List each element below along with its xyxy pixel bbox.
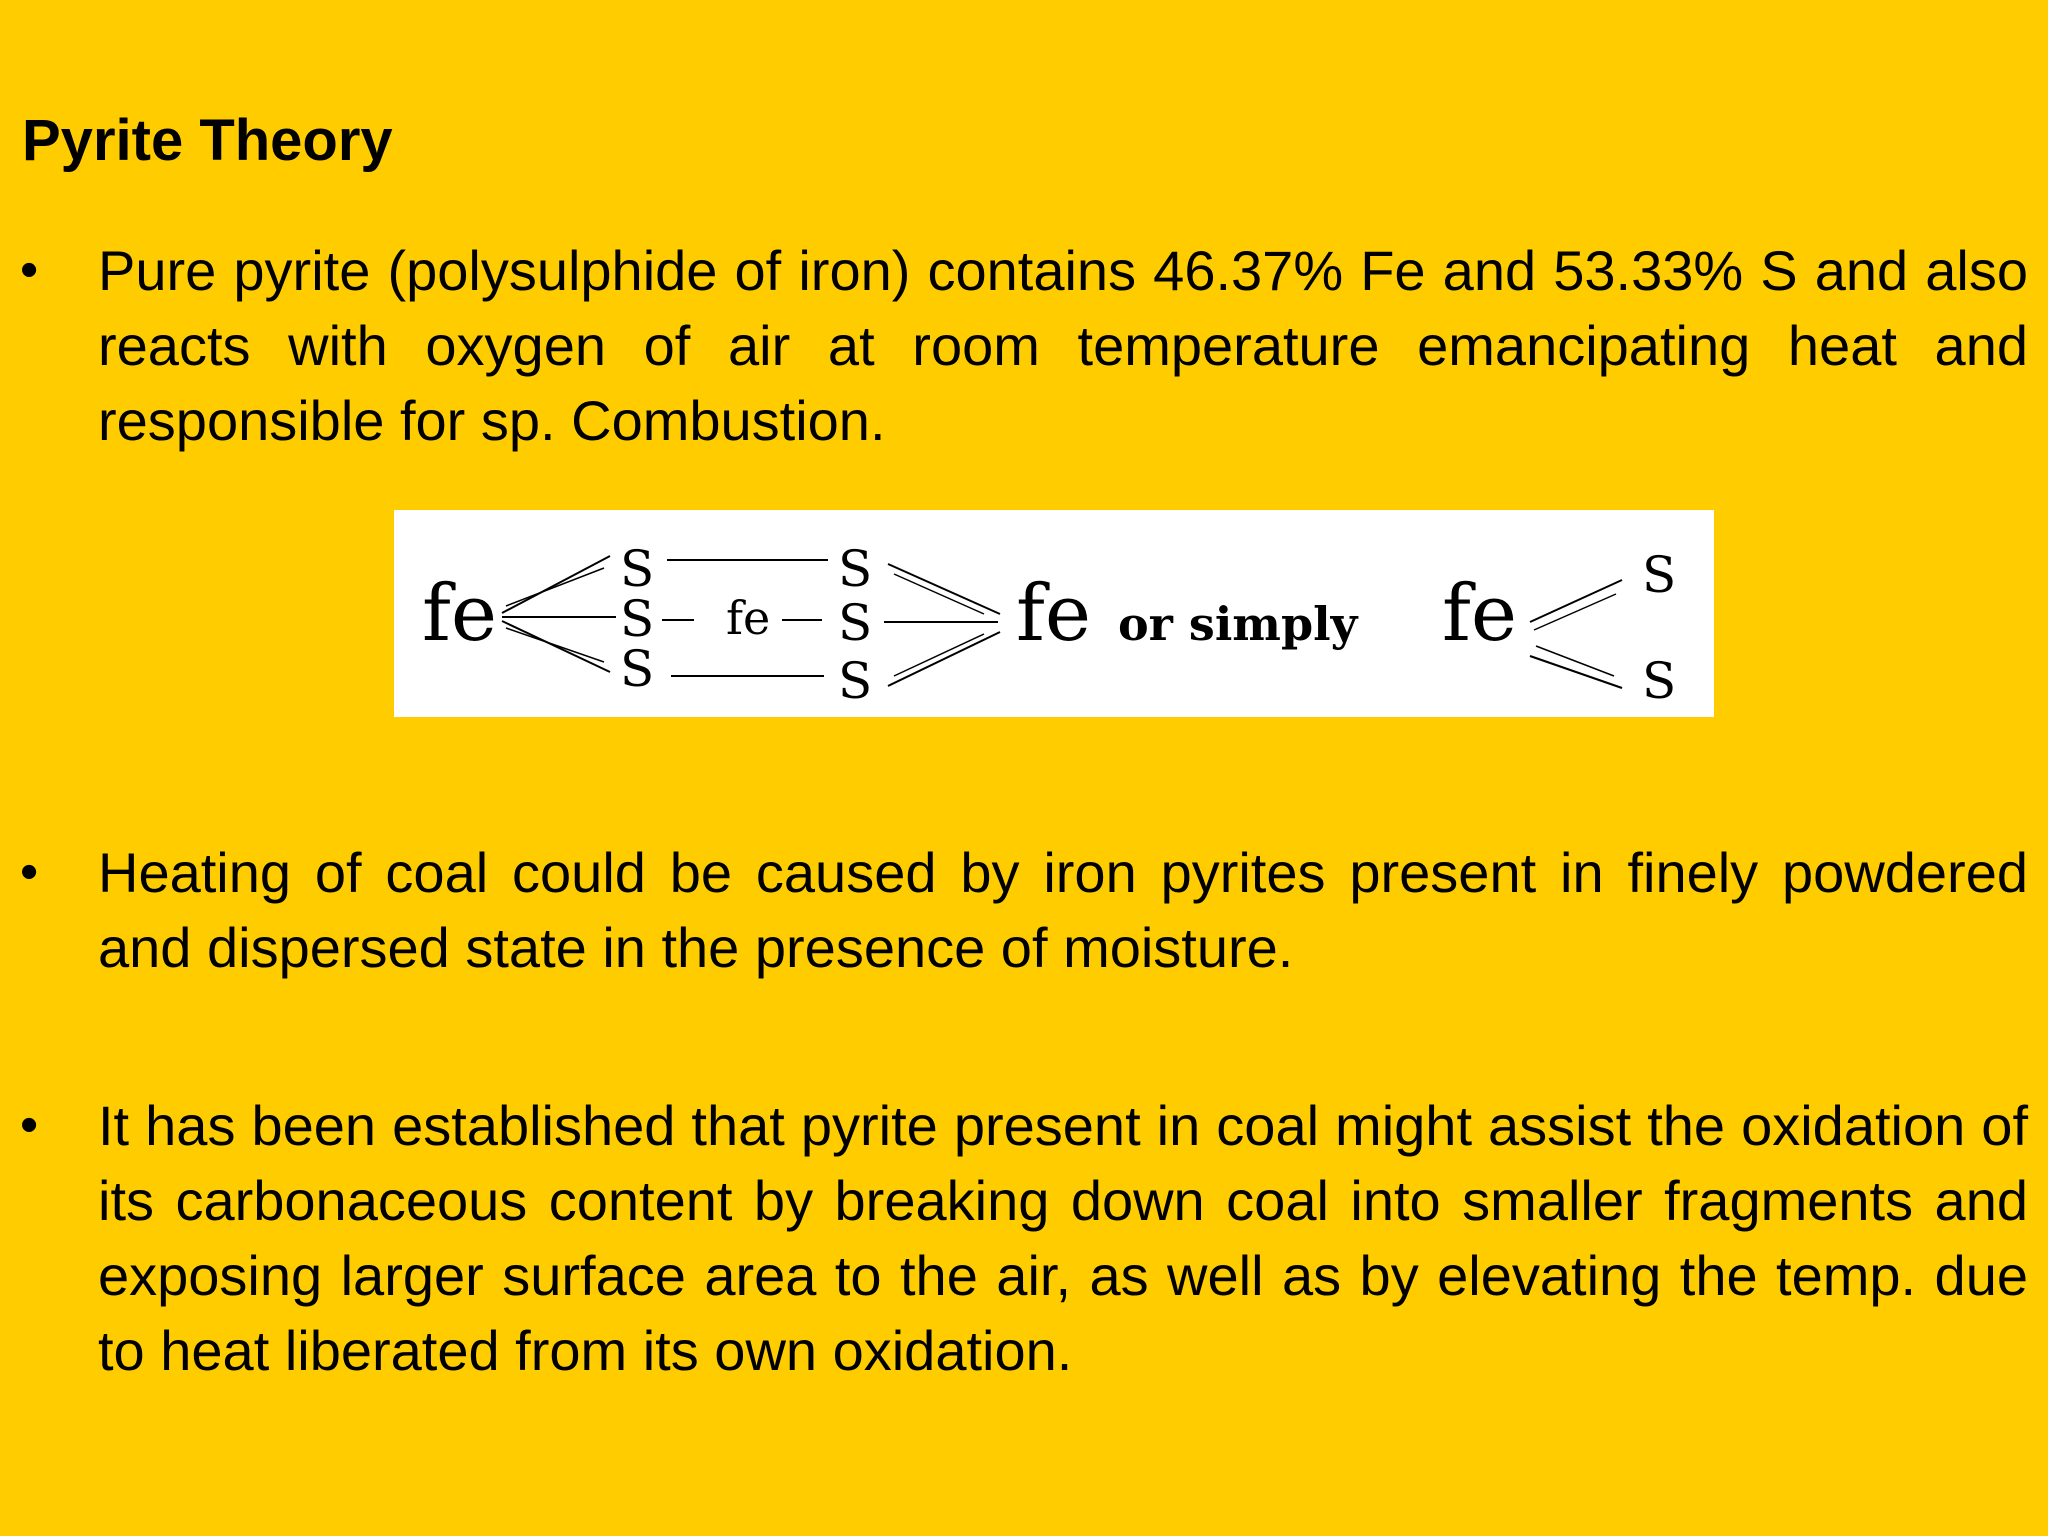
bullet-glyph: • — [20, 1096, 39, 1154]
bullet-item — [20, 233, 2028, 458]
bond-line — [1530, 580, 1622, 622]
formula-fe-center: fe — [726, 591, 771, 645]
formula-fe-right: fe — [1016, 569, 1092, 659]
formula-diagram — [394, 510, 1714, 717]
bond-line — [894, 634, 984, 676]
formula-s-right-bottom: S — [838, 652, 873, 710]
formula-s-simple-top: S — [1642, 546, 1677, 604]
bullet-item — [20, 1088, 2028, 1388]
formula-fe-simple: fe — [1442, 569, 1518, 659]
bullet-text: Pure pyrite (polysulphide of iron) contains 46.37% Fe and 53.33% S and also reacts with oxygen of air at room temperature emancipating heat and responsible for sp. Combustion. — [98, 239, 2028, 452]
bond-line — [888, 564, 1000, 614]
formula-s-simple-bottom: S — [1642, 652, 1677, 710]
bullet-glyph: • — [20, 241, 39, 299]
formula-s-right-mid: S — [838, 594, 873, 652]
bullet-glyph: • — [20, 843, 39, 901]
formula-s-left-mid: S — [620, 590, 655, 648]
bullet-item — [20, 835, 2028, 985]
bond-line — [894, 574, 984, 614]
pyrite-structure-formula — [394, 510, 1714, 717]
formula-fe-left: fe — [422, 569, 498, 659]
bullet-text: It has been established that pyrite present in coal might assist the oxidation of its carbonaceous content by breaking down coal into smaller fragments and exposing larger surface area to the air, as well as by elevating the temp. due to heat liberated from its own oxidation. — [98, 1094, 2028, 1382]
bond-line — [1534, 594, 1616, 630]
slide-title: Pyrite Theory — [22, 108, 393, 173]
bond-line — [506, 568, 604, 606]
formula-s-right-top: S — [838, 540, 873, 598]
bond-line — [506, 628, 604, 662]
bond-line — [888, 632, 1000, 686]
bond-line — [502, 556, 610, 613]
formula-s-left-bottom: S — [620, 640, 655, 698]
bond-line — [502, 621, 610, 672]
bullet-text: Heating of coal could be caused by iron pyrites present in finely powdered and dispersed state in the presence of moisture. — [98, 841, 2028, 979]
formula-or-simply: or simply — [1118, 597, 1358, 651]
formula-s-left-top: S — [620, 540, 655, 598]
